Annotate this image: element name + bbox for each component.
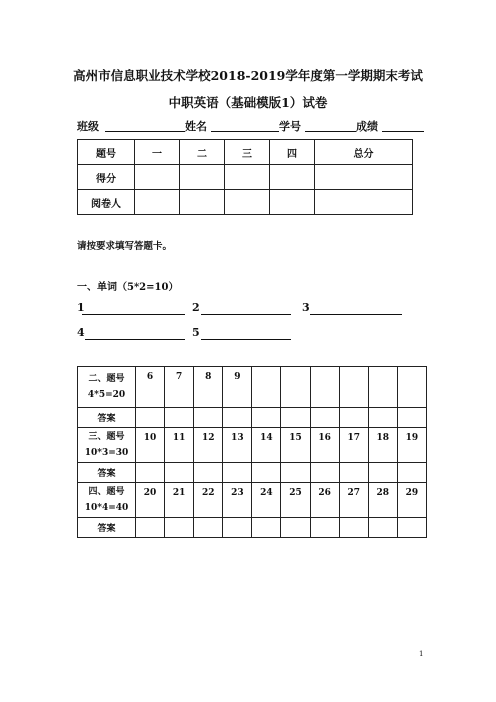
question-number-cell: 13 bbox=[223, 428, 252, 463]
question-number-cell: 29 bbox=[397, 483, 426, 518]
question-number-row bbox=[78, 483, 427, 518]
answer-table-body bbox=[78, 367, 427, 538]
blank-row-2 bbox=[77, 326, 407, 342]
score-blank[interactable] bbox=[382, 131, 424, 132]
section-points: 4*5=20 bbox=[87, 390, 126, 400]
score-table-header-row bbox=[78, 140, 413, 165]
section-title: 二、题号 bbox=[88, 374, 125, 384]
answer-cell[interactable] bbox=[397, 408, 426, 428]
answer-cell[interactable] bbox=[397, 518, 426, 538]
exam-title: 高州市信息职业技术学校2018-2019学年度第一学期期末考试 bbox=[73, 68, 423, 83]
section-header-cell bbox=[78, 367, 136, 408]
blank-line[interactable] bbox=[201, 339, 291, 340]
question-number-cell: 21 bbox=[165, 483, 194, 518]
question-number-cell: 17 bbox=[339, 428, 368, 463]
answer-cell[interactable] bbox=[368, 518, 397, 538]
score-header-cell: 题号 bbox=[78, 140, 135, 165]
question-number-cell bbox=[368, 367, 397, 408]
answer-cell[interactable] bbox=[136, 408, 165, 428]
blank-number: 4 bbox=[77, 326, 85, 339]
answer-cell[interactable] bbox=[223, 518, 252, 538]
question-number-cell: 18 bbox=[368, 428, 397, 463]
answer-cell[interactable] bbox=[339, 463, 368, 483]
grader-cell[interactable] bbox=[135, 190, 180, 215]
answer-cell[interactable] bbox=[223, 463, 252, 483]
question-number-cell: 6 bbox=[136, 367, 165, 408]
score-header-cell: 三 bbox=[225, 140, 270, 165]
question-number-cell: 26 bbox=[310, 483, 339, 518]
answer-row bbox=[78, 518, 427, 538]
section-header-cell bbox=[78, 483, 136, 518]
question-number-cell: 8 bbox=[194, 367, 223, 408]
section-title: 四、题号 bbox=[88, 487, 125, 497]
question-number-cell: 16 bbox=[310, 428, 339, 463]
answer-cell[interactable] bbox=[165, 463, 194, 483]
question-number-cell: 22 bbox=[194, 483, 223, 518]
answer-cell[interactable] bbox=[252, 408, 281, 428]
answer-cell[interactable] bbox=[194, 463, 223, 483]
section-header-cell bbox=[78, 428, 136, 463]
question-number-row bbox=[78, 367, 427, 408]
score-row bbox=[78, 165, 413, 190]
score-header-cell: 四 bbox=[270, 140, 315, 165]
answer-cell[interactable] bbox=[194, 408, 223, 428]
answer-row-label: 答案 bbox=[78, 518, 136, 538]
answer-row bbox=[78, 408, 427, 428]
blank-number: 5 bbox=[192, 326, 200, 339]
section1-title: 一、单词（5*2=10） bbox=[77, 282, 179, 293]
student-no-label: 学号 bbox=[279, 120, 301, 133]
blank-row-1 bbox=[77, 301, 407, 317]
answer-row-label: 答案 bbox=[78, 463, 136, 483]
score-cell[interactable] bbox=[180, 165, 225, 190]
question-number-cell: 20 bbox=[136, 483, 165, 518]
question-number-cell: 10 bbox=[136, 428, 165, 463]
section-points: 10*4=40 bbox=[84, 503, 129, 513]
student-no-blank[interactable] bbox=[305, 131, 356, 132]
score-row-label: 得分 bbox=[78, 165, 135, 190]
answer-cell[interactable] bbox=[310, 518, 339, 538]
name-blank[interactable] bbox=[211, 131, 279, 132]
question-number-cell: 11 bbox=[165, 428, 194, 463]
question-number-cell: 14 bbox=[252, 428, 281, 463]
student-info-line bbox=[77, 118, 425, 134]
answer-cell[interactable] bbox=[281, 408, 310, 428]
score-cell[interactable] bbox=[315, 165, 413, 190]
question-number-cell: 28 bbox=[368, 483, 397, 518]
question-number-cell bbox=[281, 367, 310, 408]
grader-cell[interactable] bbox=[270, 190, 315, 215]
score-cell[interactable] bbox=[225, 165, 270, 190]
question-number-cell bbox=[397, 367, 426, 408]
question-number-cell: 24 bbox=[252, 483, 281, 518]
instruction-text: 请按要求填写答题卡。 bbox=[77, 241, 173, 252]
name-label: 姓名 bbox=[185, 120, 207, 133]
score-table bbox=[77, 139, 413, 215]
question-number-cell: 7 bbox=[165, 367, 194, 408]
question-number-cell: 9 bbox=[223, 367, 252, 408]
blank-line[interactable] bbox=[201, 314, 291, 315]
answer-cell[interactable] bbox=[281, 518, 310, 538]
blank-number: 1 bbox=[77, 301, 85, 314]
score-cell[interactable] bbox=[135, 165, 180, 190]
grader-row-label: 阅卷人 bbox=[78, 190, 135, 215]
answer-cell[interactable] bbox=[136, 463, 165, 483]
question-number-cell: 23 bbox=[223, 483, 252, 518]
answer-cell[interactable] bbox=[339, 518, 368, 538]
grader-cell[interactable] bbox=[180, 190, 225, 215]
answer-cell[interactable] bbox=[310, 463, 339, 483]
section-points: 10*3=30 bbox=[84, 448, 129, 458]
answer-cell[interactable] bbox=[368, 408, 397, 428]
answer-table bbox=[77, 366, 427, 538]
answer-cell[interactable] bbox=[223, 408, 252, 428]
score-cell[interactable] bbox=[270, 165, 315, 190]
blank-line[interactable] bbox=[310, 314, 402, 315]
question-number-cell: 15 bbox=[281, 428, 310, 463]
score-header-cell: 二 bbox=[180, 140, 225, 165]
grader-row bbox=[78, 190, 413, 215]
blank-line[interactable] bbox=[82, 314, 185, 315]
grader-cell[interactable] bbox=[315, 190, 413, 215]
class-blank[interactable] bbox=[105, 131, 185, 132]
blank-line[interactable] bbox=[85, 339, 185, 340]
answer-cell[interactable] bbox=[339, 408, 368, 428]
section-title: 三、题号 bbox=[88, 432, 125, 442]
answer-cell[interactable] bbox=[194, 518, 223, 538]
page-number: 1 bbox=[419, 650, 424, 658]
class-label: 班级 bbox=[77, 120, 99, 133]
question-number-cell: 19 bbox=[397, 428, 426, 463]
blank-number: 3 bbox=[302, 301, 310, 314]
answer-cell[interactable] bbox=[165, 408, 194, 428]
answer-cell[interactable] bbox=[310, 408, 339, 428]
grader-cell[interactable] bbox=[225, 190, 270, 215]
question-number-row bbox=[78, 428, 427, 463]
score-label: 成绩 bbox=[356, 120, 378, 133]
answer-cell[interactable] bbox=[136, 518, 165, 538]
answer-cell[interactable] bbox=[165, 518, 194, 538]
score-header-cell: 一 bbox=[135, 140, 180, 165]
question-number-cell: 25 bbox=[281, 483, 310, 518]
score-header-cell: 总分 bbox=[315, 140, 413, 165]
answer-row bbox=[78, 463, 427, 483]
answer-cell[interactable] bbox=[397, 463, 426, 483]
answer-cell[interactable] bbox=[281, 463, 310, 483]
question-number-cell bbox=[252, 367, 281, 408]
question-number-cell: 27 bbox=[339, 483, 368, 518]
blank-number: 2 bbox=[192, 301, 200, 314]
exam-subtitle: 中职英语（基础模版1）试卷 bbox=[168, 95, 328, 110]
answer-cell[interactable] bbox=[252, 463, 281, 483]
question-number-cell bbox=[310, 367, 339, 408]
answer-cell[interactable] bbox=[368, 463, 397, 483]
answer-row-label: 答案 bbox=[78, 408, 136, 428]
question-number-cell: 12 bbox=[194, 428, 223, 463]
question-number-cell bbox=[339, 367, 368, 408]
answer-cell[interactable] bbox=[252, 518, 281, 538]
